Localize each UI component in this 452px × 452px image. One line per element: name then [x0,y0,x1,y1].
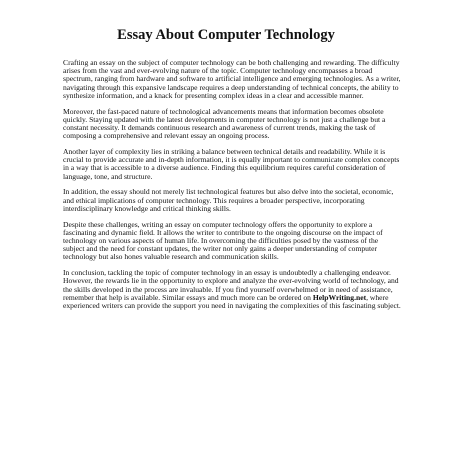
document-body [63,59,401,318]
document-title: Essay About Computer Technology [117,27,335,43]
paragraph-implications: In addition, the essay should not merely list technological features but also delve into the societal, economic, and ethical implications of computer technology. This requires a broader perspective, incorporating interdisciplinary knowledge and critical thinking skills. [63,187,394,213]
paragraph-conclusion [63,269,401,310]
paragraph-intro: Crafting an essay on the subject of computer technology can be both challenging and rewarding. The difficulty arises from the vast and ever-evolving nature of the topic. Computer technology encompasses a broad spectrum, ranging from hardware and software to artificial intelligence and emerging technologies. As a writer, navigating through this expansive landscape requires a deep understanding of technical concepts, the ability to synthesize information, and a knack for presenting complex ideas in a clear and accessible manner. [63,58,401,100]
helpwriting-link[interactable]: HelpWriting.net [312,292,367,302]
paragraph-complexity: Another layer of complexity lies in striking a balance between technical details and readability. While it is crucial to provide accurate and in-depth information, it is equally important to communicate complex concepts in a way that is accessible to a diverse audience. Finding this equilibrium requires careful consideration of language, tone, and structure. [63,147,400,181]
paragraph-challenges: Despite these challenges, writing an essay on computer technology offers the opportunity to explore a fascinating and dynamic field. It allows the writer to contribute to the ongoing discourse on the impact of technology on various aspects of human life. In overcoming the difficulties posed by the vastness of the subject and the need for constant updates, the writer not only gains a deeper understanding of computer technology but also hones valuable research and communication skills. [63,219,383,262]
paragraph-fast-pace: Moreover, the fast-paced nature of technological advancements means that information becomes obsolete quickly. Staying updated with the latest developments in computer technology is not just a challenge but a constant necessity. It demands continuous research and awareness of current trends, making the task of composing a comprehensive and relevant essay an ongoing process. [63,106,386,141]
conclusion-text-before: In conclusion, tackling the topic of computer technology in an essay is undoubtedly a challenging endeavor. However, the rewards lie in the opportunity to explore and analyze the ever-evolving world of technology, and the skills developed in the process are invaluable. If you find yourself overwhelmed or in need of assistance, remember that help is available. Similar essays and much more can be ordered on [63,268,399,302]
conclusion-text-after: , where experienced writers can provide the support you need in navigating the complexities of this fascinating subject. [63,292,401,311]
